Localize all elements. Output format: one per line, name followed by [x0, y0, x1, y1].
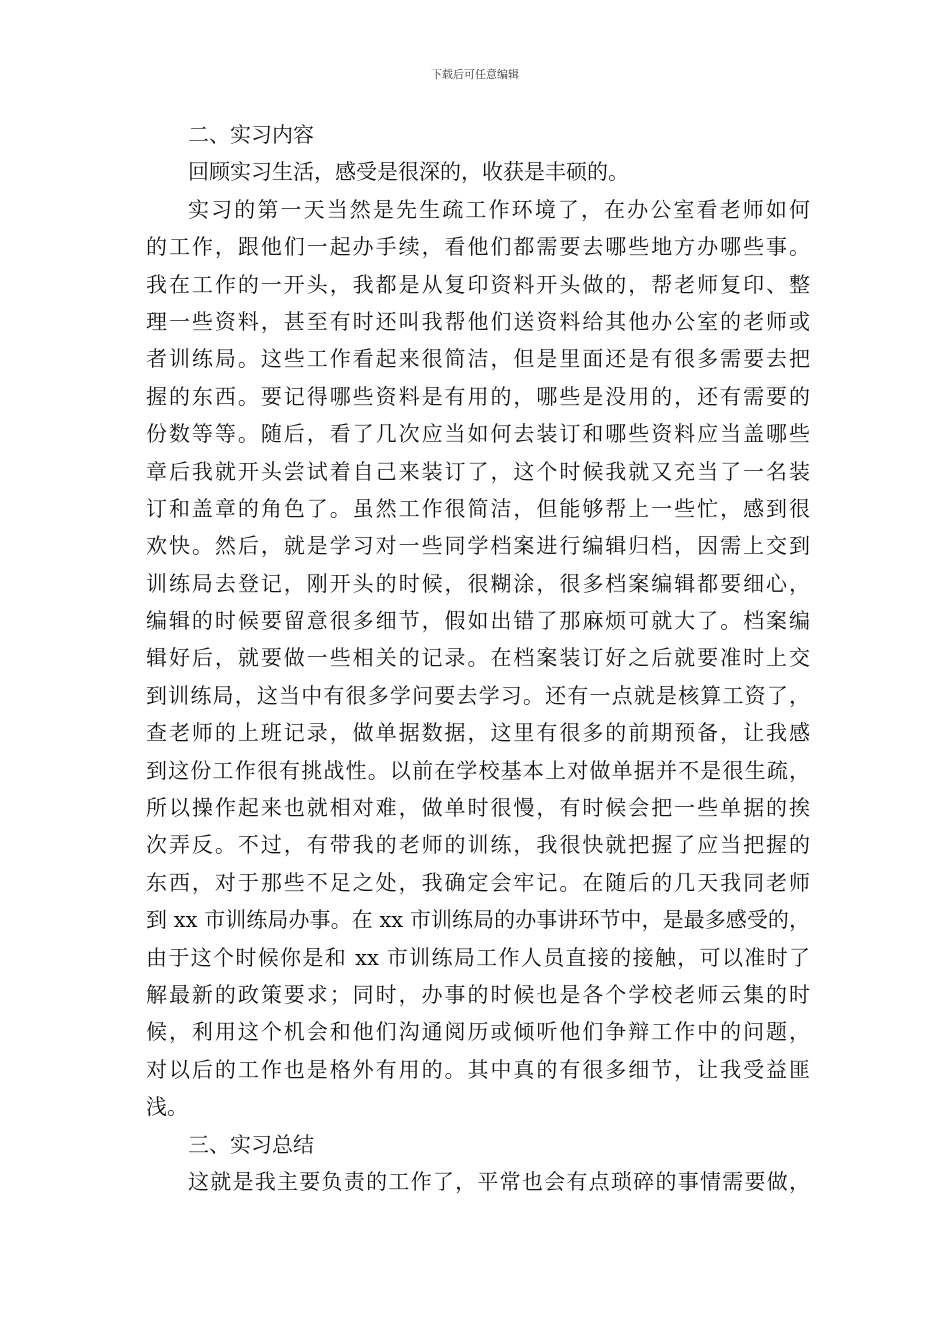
text-line: 到这份工作很有挑战性。以前在学校基本上对做单据并不是很生疏， [146, 758, 810, 783]
text-line: 解最新的政策要求；同时，办事的时候也是各个学校老师云集的时 [146, 982, 810, 1007]
text-line: 回顾实习生活，感受是很深的，收获是丰硕的。 [188, 160, 629, 185]
text-line: 份数等等。随后，看了几次应当如何去装订和哪些资料应当盖哪些 [146, 422, 810, 447]
text-line: 编辑的时候要留意很多细节，假如出错了那麻烦可就大了。档案编 [146, 609, 810, 634]
text-line: 二、实习内容 [188, 123, 314, 147]
text-line: 欢快。然后，就是学习对一些同学档案进行编辑归档，因需上交到 [146, 534, 810, 559]
text-line: 握的东西。要记得哪些资料是有用的，哪些是没用的，还有需要的 [146, 384, 810, 409]
page-header: 下载后可任意编辑 [431, 68, 519, 81]
text-line: 查老师的上班记录，做单据数据，这里有很多的前期预备，让我感 [146, 721, 810, 746]
text-line: 这就是我主要负责的工作了，平常也会有点琐碎的事情需要做， [188, 1169, 810, 1194]
text-line: 订和盖章的角色了。虽然工作很简洁，但能够帮上一些忙，感到很 [146, 496, 810, 521]
text-line: 次弄反。不过，有带我的老师的训练，我很快就把握了应当把握的 [146, 833, 810, 858]
text-line: 到 xx 市训练局办事。在 xx 市训练局的办事讲环节中，是最多感受的， [146, 908, 810, 933]
document-body [146, 117, 810, 1201]
text-line: 我在工作的一开头，我都是从复印资料开头做的，帮老师复印、整 [146, 272, 810, 297]
text-line: 者训练局。这些工作看起来很简洁，但是里面还是有很多需要去把 [146, 347, 810, 372]
text-line: 理一些资料，甚至有时还叫我帮他们送资料给其他办公室的老师或 [146, 309, 810, 334]
text-line: 浅。 [146, 1095, 188, 1120]
text-line: 对以后的工作也是格外有用的。其中真的有很多细节，让我受益匪 [146, 1057, 810, 1082]
text-line: 三、实习总结 [188, 1132, 314, 1157]
text-line: 实习的第一天当然是先生疏工作环境了，在办公室看老师如何 [188, 197, 810, 222]
text-line: 章后我就开头尝试着自己来装订了，这个时候我就又充当了一名装 [146, 459, 810, 484]
text-line: 到训练局，这当中有很多学问要去学习。还有一点就是核算工资了， [146, 683, 810, 708]
text-line: 的工作，跟他们一起办手续，看他们都需要去哪些地方办哪些事。 [146, 235, 810, 260]
text-line: 训练局去登记，刚开头的时候，很糊涂，很多档案编辑都要细心， [146, 571, 810, 596]
text-line: 所以操作起来也就相对难，做单时很慢，有时候会把一些单据的挨 [146, 796, 810, 821]
text-line: 辑好后，就要做一些相关的记录。在档案装订好之后就要准时上交 [146, 646, 810, 671]
text-line: 候，利用这个机会和他们沟通阅历或倾听他们争辩工作中的问题， [146, 1020, 810, 1045]
text-line: 东西，对于那些不足之处，我确定会牢记。在随后的几天我同老师 [146, 870, 810, 895]
text-line: 由于这个时候你是和 xx 市训练局工作人员直接的接触，可以准时了 [146, 945, 810, 970]
